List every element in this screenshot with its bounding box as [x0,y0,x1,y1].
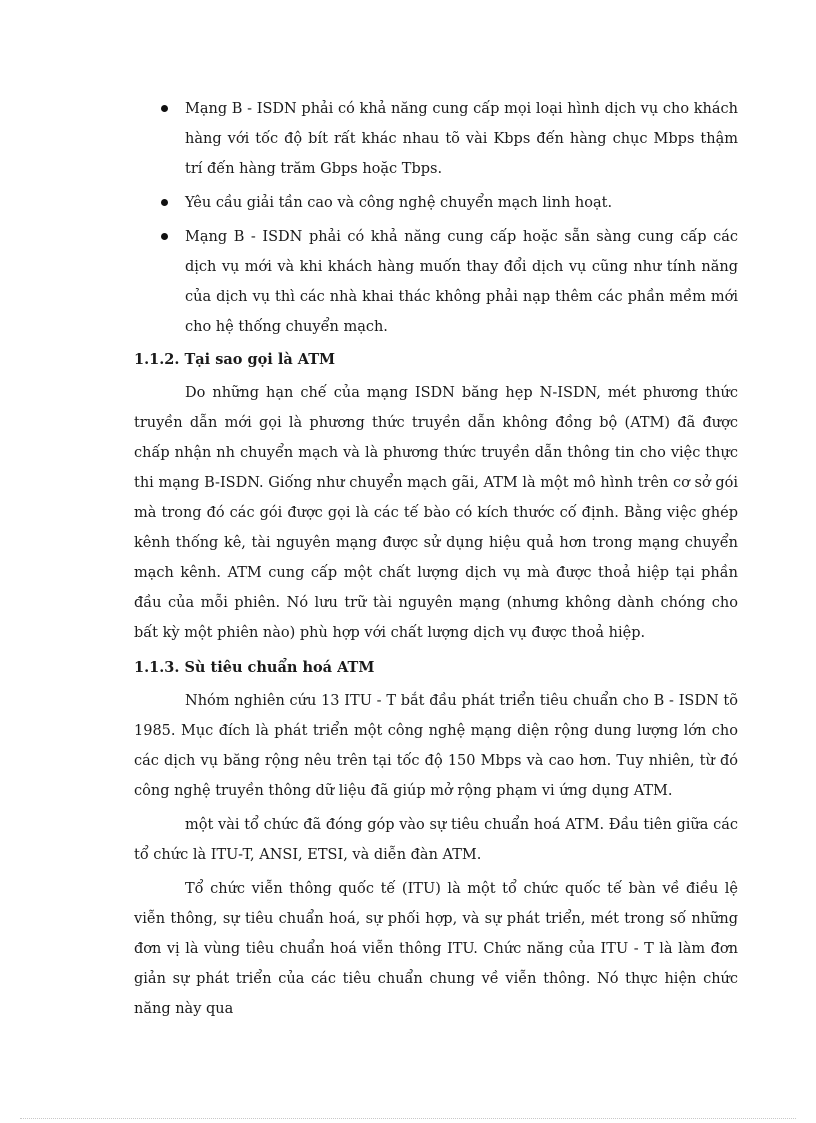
bullet-icon [161,233,168,240]
section-body-atm-standardization [134,686,738,1024]
list-item [134,188,738,218]
paragraph: Do những hạn chế của mạng ISDN băng hẹp N-ISDN, mét phương thức truyền dẫn mới gọi là phương thức truyền dẫn không đồng bộ (ATM) đã được chấp nhận nh chuyển mạch và là phương thức truyền dẫn thông tin cho việc thực thi mạng B-ISDN. Giống như chuyển mạch gãi, ATM là một mô hình trên cơ sở gói mà trong đó các gói được gọi là các tế bào có kích thước cố định. Bằng việc ghép kênh thống kê, tài nguyên mạng được sử dụng hiệu quả hơn trong mạng chuyển mạch kênh. ATM cung cấp một chất lượng dịch vụ mà được thoả hiệp tại phần đầu của mỗi phiên. Nó lưu trữ tài nguyên mạng (nhưng không dành chóng cho bất kỳ một phiên nào) phù hợp với chất lượng dịch vụ được thoả hiệp. [134,385,738,641]
paragraph: một vài tổ chức đã đóng góp vào sự tiêu chuẩn hoá ATM. Đầu tiên giữa các tổ chức là ITU-T, ANSI, ETSI, và diễn đàn ATM. [134,817,738,863]
section-heading-why-atm: 1.1.2. Tại sao gọi là ATM [134,351,336,368]
section-heading-atm-standardization: 1.1.3. Sù tiêu chuẩn hoá ATM [134,659,375,676]
list-item [134,94,738,184]
section-body-why-atm [134,378,738,648]
page-bottom-divider [20,1118,796,1119]
bullet-icon [161,105,168,112]
requirements-list [134,94,738,346]
paragraph: Nhóm nghiên cứu 13 ITU - T bắt đầu phát triển tiêu chuẩn cho B - ISDN tõ 1985. Mục đích là phát triển một công nghệ mạng diện rộng dung lượng lớn cho các dịch vụ băng rộng nêu trên tại tốc độ 150 Mbps và cao hơn. Tuy nhiên, từ đó công nghệ truyền thông dữ liệu đã giúp mở rộng phạm vi ứng dụng ATM. [134,693,738,799]
list-item-text: Mạng B - ISDN phải có khả năng cung cấp mọi loại hình dịch vụ cho khách hàng với tốc độ bít rất khác nhau tõ vài Kbps đến hàng chục Mbps thậm trí đến hàng trăm Gbps hoặc Tbps. [185,101,738,177]
list-item-text: Yêu cầu giải tần cao và công nghệ chuyển mạch linh hoạt. [185,195,613,211]
paragraph: Tổ chức viễn thông quốc tế (ITU) là một tổ chức quốc tế bàn về điều lệ viễn thông, sự tiêu chuẩn hoá, sự phối hợp, và sự phát triển, mét trong số những đơn vị là vùng tiêu chuẩn hoá viễn thông ITU. Chức năng của ITU - T là làm đơn giản sự phát triển của các tiêu chuẩn chung về viễn thông. Nó thực hiện chức năng này qua [134,881,738,1017]
bullet-icon [161,199,168,206]
list-item-text: Mạng B - ISDN phải có khả năng cung cấp hoặc sẵn sàng cung cấp các dịch vụ mới và khi khách hàng muốn thay đổi dịch vụ cũng như tính năng của dịch vụ thì các nhà khai thác không phải nạp thêm các phần mềm mới cho hệ thống chuyển mạch. [185,229,738,335]
list-item [134,222,738,342]
